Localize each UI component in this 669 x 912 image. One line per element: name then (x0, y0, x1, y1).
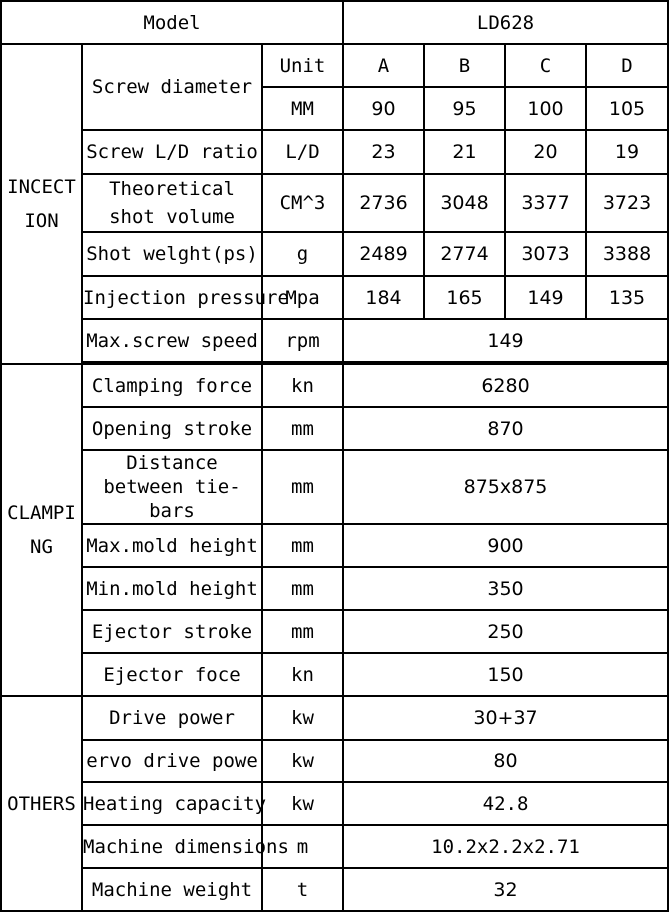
value-cell: 250 (343, 610, 668, 653)
row-label: Machine dimensions (82, 825, 262, 868)
unit-cell: kw (262, 740, 343, 782)
table-row (1, 825, 668, 868)
unit-cell: kw (262, 696, 343, 740)
unit-cell: CM^3 (262, 174, 343, 232)
unit-cell: mm (262, 610, 343, 653)
value-cell: 165 (424, 276, 505, 319)
table-row (1, 653, 668, 696)
header-row (1, 1, 668, 44)
unit-cell: m (262, 825, 343, 868)
table-row (1, 44, 668, 87)
value-cell: 42.8 (343, 782, 668, 825)
table-row (1, 364, 668, 407)
value-cell: 150 (343, 653, 668, 696)
row-label: Machine weight (82, 868, 262, 911)
table-row (1, 407, 668, 450)
row-label: Ejector foce (82, 653, 262, 696)
model-label: Model (1, 1, 343, 44)
row-label: Ejector stroke (82, 610, 262, 653)
row-label: Opening stroke (82, 407, 262, 450)
value-cell: 350 (343, 567, 668, 610)
unit-cell: kn (262, 364, 343, 407)
row-label-screw-diameter: Screw diameter (82, 44, 262, 130)
value-cell: 2774 (424, 232, 505, 276)
row-label-screw-speed: Max.screw speed (82, 319, 262, 362)
value-cell: 3048 (424, 174, 505, 232)
unit-cell: MM (262, 87, 343, 130)
row-label: Distance between tie-bars (82, 450, 262, 524)
section-label-text: OTHERS (7, 792, 76, 815)
section-label-injection (1, 44, 82, 364)
value-cell: 80 (343, 740, 668, 782)
section-label-clamping (1, 364, 82, 696)
value-cell: 105 (586, 87, 668, 130)
unit-header: Unit (262, 44, 343, 87)
value-cell: 875x875 (343, 450, 668, 524)
section-label-text: INCECTION (7, 176, 76, 232)
table-row (1, 276, 668, 319)
row-label: ervo drive powe (82, 740, 262, 782)
table-row (1, 567, 668, 610)
table-row (1, 610, 668, 653)
value-cell: 149 (343, 319, 668, 362)
value-cell: 149 (505, 276, 586, 319)
table-row (1, 696, 668, 740)
row-label: Min.mold height (82, 567, 262, 610)
row-label: Clamping force (82, 364, 262, 407)
unit-cell: t (262, 868, 343, 911)
value-cell: 32 (343, 868, 668, 911)
row-label-injection-pressure: Injection pressure (82, 276, 262, 319)
section-label-text: CLAMPING (7, 502, 76, 558)
label-line: Theoretical (109, 178, 235, 200)
table-row (1, 740, 668, 782)
label-line: shot volume (109, 206, 235, 228)
row-label-shot-weight: Shot welght(ps) (82, 232, 262, 276)
value-cell: 3073 (505, 232, 586, 276)
unit-cell: kw (262, 782, 343, 825)
unit-cell: g (262, 232, 343, 276)
value-cell: 184 (343, 276, 424, 319)
value-cell: 6280 (343, 364, 668, 407)
value-cell: 100 (505, 87, 586, 130)
unit-cell: kn (262, 653, 343, 696)
value-cell: 30+37 (343, 696, 668, 740)
model-value: LD628 (343, 1, 668, 44)
row-label: Max.mold height (82, 524, 262, 567)
variant-b: B (424, 44, 505, 87)
row-label: Drive power (82, 696, 262, 740)
unit-cell: mm (262, 450, 343, 524)
value-cell: 90 (343, 87, 424, 130)
variant-c: C (505, 44, 586, 87)
table-row (1, 319, 668, 362)
value-cell: 3723 (586, 174, 668, 232)
variant-a: A (343, 44, 424, 87)
value-cell: 10.2x2.2x2.71 (343, 825, 668, 868)
row-label-shot-volume (82, 174, 262, 232)
value-cell: 20 (505, 130, 586, 174)
value-cell: 870 (343, 407, 668, 450)
unit-cell: L/D (262, 130, 343, 174)
value-cell: 2736 (343, 174, 424, 232)
value-cell: 23 (343, 130, 424, 174)
value-cell: 21 (424, 130, 505, 174)
row-label: Heating capacity (82, 782, 262, 825)
section-label-others (1, 696, 82, 911)
value-cell: 135 (586, 276, 668, 319)
unit-cell: mm (262, 524, 343, 567)
unit-cell: Mpa (262, 276, 343, 319)
value-cell: 19 (586, 130, 668, 174)
unit-cell: mm (262, 407, 343, 450)
value-cell: 900 (343, 524, 668, 567)
variant-d: D (586, 44, 668, 87)
table-row (1, 782, 668, 825)
value-cell: 3388 (586, 232, 668, 276)
table-row (1, 174, 668, 232)
table-row (1, 450, 668, 524)
table-row (1, 524, 668, 567)
table-row (1, 868, 668, 911)
table-row (1, 232, 668, 276)
value-cell: 3377 (505, 174, 586, 232)
row-label-ld-ratio: Screw L/D ratio (82, 130, 262, 174)
unit-cell: mm (262, 567, 343, 610)
table-row (1, 130, 668, 174)
value-cell: 95 (424, 87, 505, 130)
unit-cell: rpm (262, 319, 343, 362)
value-cell: 2489 (343, 232, 424, 276)
